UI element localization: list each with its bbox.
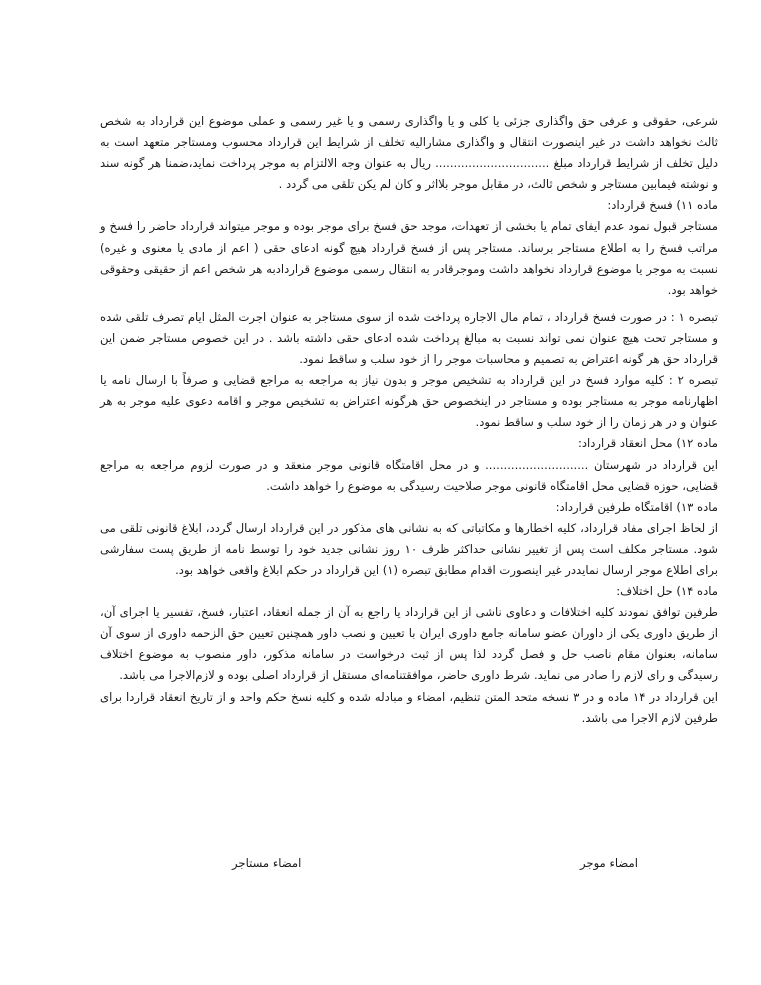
- landlord-signature-label: امضاء موجر: [580, 856, 638, 870]
- article-12-body: این قرارداد در شهرستان ............................ و در محل اقامتگاه قانونی موجر منعقد و در صورت لزوم مراجعه به مراجع قضایی، حوزه قضایی محل اقامتگاه قانونی موجر صلاحیت رسیدگی به موضوع را خواهد داشت.: [100, 457, 718, 493]
- tenant-signature-label: امضاء مستاجر: [232, 856, 302, 870]
- note-1-paragraph: تبصره ۱ : در صورت فسخ قرارداد ، تمام مال الاجاره پرداخت شده از سوی مستاجر به عنوان اجرت المثل ایام تصرف تلقی شده و مستاجر تحت هیچ عنوان نمی تواند نسبت به مبالغ پرداخت شده ادعای حقی داشته باشد . در این خصوص مستاجر ضمن این قرارداد حق هر گونه اعتراض به تصمیم و محاسبات موجر را از خود سلب و ساقط نمود.: [100, 309, 719, 367]
- article-11-heading: ماده ۱۱) فسخ قرارداد:: [607, 198, 718, 213]
- note-2-paragraph: تبصره ۲ : کلیه موارد فسخ در این قرارداد به تشخیص موجر و بدون نیاز به مراجعه به مراجع قضایی و صرفاً با ارسال نامه یا اظهارنامه موجر به مستاجر بوده و مستاجر در اینخصوص حق هرگونه اعتراض به تشخیص موجر و اقامه دعوی علیه موجر به هر عنوان و در هر زمان را از خود سلب و ساقط نمود.: [100, 373, 718, 430]
- article-12-heading: ماده ۱۲) محل انعقاد قرارداد:: [577, 436, 718, 451]
- contract-body: [100, 111, 718, 729]
- article-14-body: طرفین توافق نمودند کلیه اختلافات و دعاوی ناشی از این قرارداد یا راجع به آن از جمله انعقاد، اعتبار، فسخ، تفسیر یا اجرای آن، از طریق داوری یکی از داوران عضو سامانه جامع داوری ایران با تعیین و نصب داور همچنین تعیین حق الزحمه داوری از سوی آن سامانه، بعنوان مقام ناصب حل و فصل گردد لذا پس از ثبت درخواست در سامانه مذکور، داور منصوب به موضوع اختلاف رسیدگی و رای لازم را صادر می نماید. شرط داوری حاضر، موافقتنامه‌ای مستقل از قرارداد اصلی بوده و لازم‌الاجرا می باشد.: [100, 605, 718, 683]
- article-13-body: از لحاظ اجرای مفاد قرارداد، کلیه اخطارها و مکاتباتی که به نشانی های مذکور در این قرارداد ارسال گردد، ابلاغ قانونی تلقی می شود. مستاجر مکلف است پس از تغییر نشانی حداکثر ظرف ۱۰ روز نشانی جدید خود را توسط نامه از طریق پست سفارشی برای اطلاع موجر ارسال نمایددر غیر اینصورت اقدام مطابق تبصره (۱) این قرارداد در حکم ابلاغ واقعی خواهد بود.: [100, 520, 718, 577]
- article-14-heading: ماده ۱۴) حل اختلاف:: [616, 584, 718, 599]
- closing-paragraph: این قرارداد در ۱۴ ماده و در ۳ نسخه متحد المتن تنظیم، امضاء و مبادله شده و کلیه نسخ حکم واحد و از تاریخ انعقاد قراردا برای طرفین لازم الاجرا می باشد.: [100, 689, 718, 725]
- article-13-heading: ماده ۱۳) اقامتگاه طرفین قرارداد:: [555, 499, 718, 514]
- article-11-body: مستاجر قبول نمود عدم ایفای تمام یا بخشی از تعهدات، موجد حق فسخ برای موجر بوده و موجر میتواند قرارداد حاضر را فسخ و مراتب فسخ را به اطلاع مستاجر برساند. مستاجر پس از فسخ قرارداد هیچ گونه ادعای حقی ( اعم از مادی یا معنوی و غیره) نسبت به موجر یا موضوع قرارداد نخواهد داشت وموجرقادر به انتقال رسمی موضوع قراردادبه هر شخص اعم از حقیقی وحقوقی خواهد بود.: [100, 219, 718, 297]
- paragraph-assignment-clause: شرعی، حقوقی و عرفی حق واگذاری جزئی یا کلی و یا واگذاری رسمی و یا غیر رسمی و عملی موضوع این قرارداد به شخص ثالث نخواهد داشت در غیر اینصورت انتقال و واگذاری مشارالیه تخلف از شرایط این قرارداد محسوب ومستاجر متعهد است به دلیل تخلف از شرایط قرارداد مبلغ ............................... ریال به عنوان وجه الالتزام به موجر پرداخت نماید،ضمنا هر گونه سند و نوشته فیمابین مستاجر و شخص ثالث، در مقابل موجر بلااثر و کان لم یکن تلقی می گردد .: [100, 114, 718, 192]
